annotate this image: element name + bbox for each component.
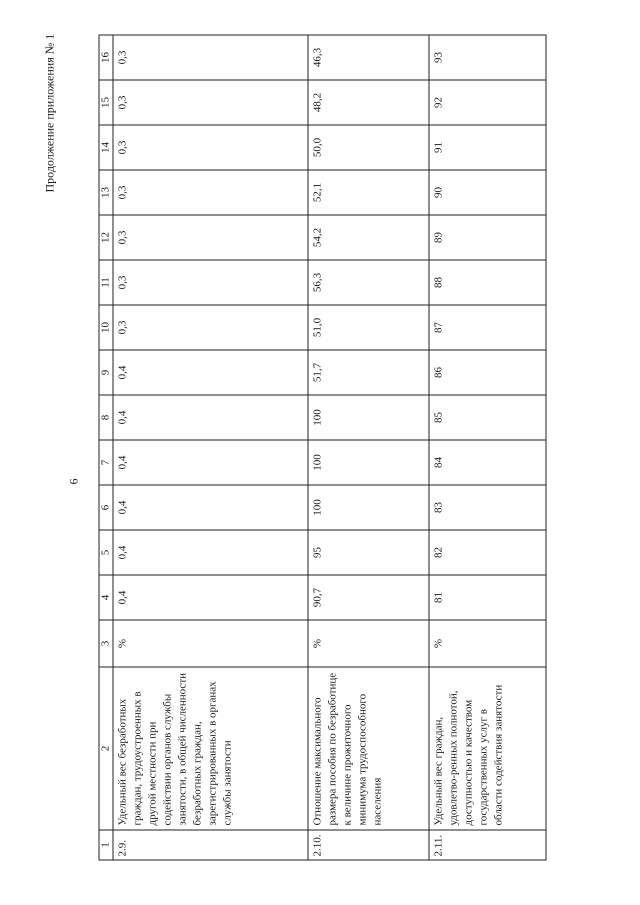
row-number: 2.10. [308, 830, 429, 860]
header-cell: 8 [99, 395, 113, 440]
header-cell: 2 [99, 667, 113, 830]
value-cell: 93 [429, 35, 546, 80]
value-cell: 0,3 [113, 305, 308, 350]
table-row [429, 35, 546, 860]
header-cell: 4 [99, 575, 113, 620]
header-cell: 3 [99, 620, 113, 667]
header-cell: 5 [99, 530, 113, 575]
value-cell: 82 [429, 530, 546, 575]
value-cell: 88 [429, 260, 546, 305]
indicator-name: Удельный вес граждан, удовлетво-ренных полнотой, доступностью и качеством государственных услуг в области содействия занятости [429, 667, 546, 830]
value-cell: 83 [429, 485, 546, 530]
unit-cell: % [429, 620, 546, 667]
value-cell: 90,7 [308, 575, 429, 620]
value-cell: 100 [308, 395, 429, 440]
value-cell: 0,4 [113, 575, 308, 620]
value-cell: 0,3 [113, 215, 308, 260]
value-cell: 46,3 [308, 35, 429, 80]
value-cell: 50,0 [308, 125, 429, 170]
value-cell: 0,3 [113, 35, 308, 80]
value-cell: 48,2 [308, 80, 429, 125]
appendix-continuation-label: Продолжение приложения № 1 [42, 33, 56, 193]
header-cell: 11 [99, 260, 113, 305]
value-cell: 95 [308, 530, 429, 575]
value-cell: 0,3 [113, 170, 308, 215]
row-number: 2.11. [429, 830, 546, 860]
value-cell: 0,3 [113, 260, 308, 305]
value-cell: 51,0 [308, 305, 429, 350]
indicators-table [98, 35, 546, 861]
table-row [113, 35, 308, 860]
table-row [308, 35, 429, 860]
value-cell: 84 [429, 440, 546, 485]
header-cell: 12 [99, 215, 113, 260]
header-cell: 1 [99, 830, 113, 860]
value-cell: 91 [429, 125, 546, 170]
header-cell: 10 [99, 305, 113, 350]
unit-cell: % [113, 620, 308, 667]
header-cell: 13 [99, 170, 113, 215]
value-cell: 0,4 [113, 350, 308, 395]
value-cell: 89 [429, 215, 546, 260]
value-cell: 0,4 [113, 440, 308, 485]
header-cell: 7 [99, 440, 113, 485]
value-cell: 0,3 [113, 125, 308, 170]
value-cell: 100 [308, 485, 429, 530]
value-cell: 52,1 [308, 170, 429, 215]
value-cell: 0,4 [113, 530, 308, 575]
value-cell: 0,4 [113, 485, 308, 530]
value-cell: 81 [429, 575, 546, 620]
header-cell: 15 [99, 80, 113, 125]
header-cell: 16 [99, 35, 113, 80]
value-cell: 86 [429, 350, 546, 395]
row-number: 2.9. [113, 830, 308, 860]
column-numbers-row [99, 35, 113, 860]
value-cell: 54,2 [308, 215, 429, 260]
value-cell: 90 [429, 170, 546, 215]
unit-cell: % [308, 620, 429, 667]
value-cell: 100 [308, 440, 429, 485]
header-cell: 6 [99, 485, 113, 530]
indicator-name: Отношение максимального размера пособия по безработице к величине прожиточного минимума трудоспособного населения [308, 667, 429, 830]
value-cell: 0,4 [113, 395, 308, 440]
header-cell: 9 [99, 350, 113, 395]
indicator-name: Удельный вес безработных граждан, трудоустроенных в другой местности при содействии органов службы занятости, в общей численности безработных граждан, зарегистрированных в органах службы занятости [113, 667, 308, 830]
value-cell: 0,3 [113, 80, 308, 125]
value-cell: 92 [429, 80, 546, 125]
page-number: 6 [66, 478, 80, 485]
value-cell: 51,7 [308, 350, 429, 395]
value-cell: 56,3 [308, 260, 429, 305]
value-cell: 85 [429, 395, 546, 440]
value-cell: 87 [429, 305, 546, 350]
header-cell: 14 [99, 125, 113, 170]
